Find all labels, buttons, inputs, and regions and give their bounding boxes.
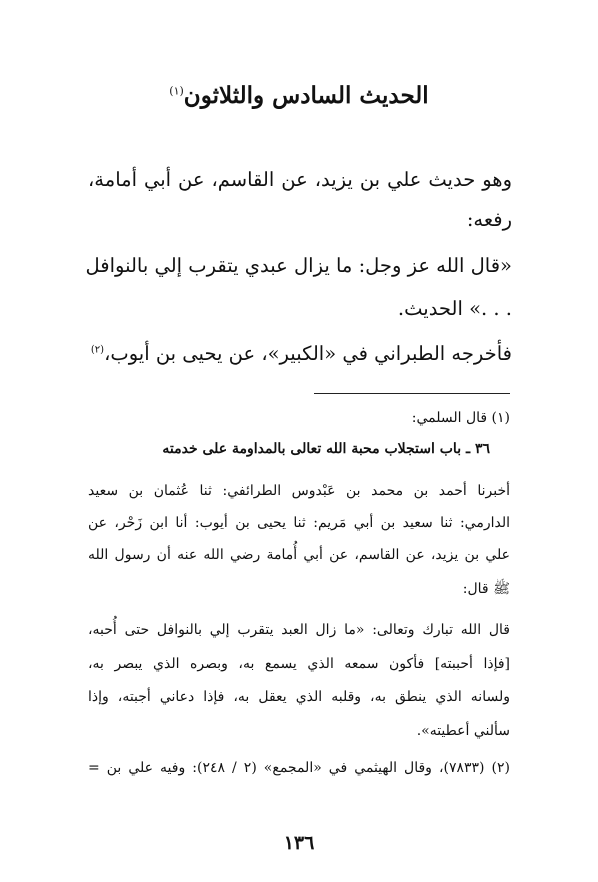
body-line-2: رفعه:	[466, 208, 512, 231]
body-footnote-marker: (٢)	[90, 344, 105, 356]
body-line-4: . . .» الحديث.	[397, 297, 512, 320]
footnote-line-1: (١) قال السلمي:	[411, 410, 510, 426]
body-line-1: وهو حديث علي بن يزيد، عن القاسم، عن أبي أمامة،	[88, 168, 512, 191]
footnote-line-10: سألني أعطيته».	[416, 723, 510, 739]
footnote-line-9: ولسانه الذي ينطق به، وقلبه الذي يعقل به، فإذا دعاني أجبته، وإذا	[88, 689, 510, 705]
footnote-line-8: [فإذا أحببته] فأكون سمعه الذي يسمع به، وبصره الذي يبصر به،	[88, 656, 510, 672]
title-text: الحديث السادس والثلاثون	[183, 82, 429, 109]
footnote-line-6: ﷺ قال:	[462, 581, 510, 597]
footnote-separator	[314, 393, 510, 394]
page-number: ١٣٦	[283, 832, 315, 854]
footnote-line-4: الدارمي: ثنا سعيد بن أبي مَريم: ثنا يحيى بن أيوب: أنا ابن زَحْر، عن	[88, 515, 510, 531]
body-line-5-text: فأخرجه الطبراني في «الكبير»، عن يحيى بن أيوب،	[104, 342, 512, 365]
title-footnote-marker: (١)	[169, 84, 184, 98]
footnote-line-5: علي بن يزيد، عن القاسم، عن أبي أُمامة رضي الله عنه أن رسول الله	[88, 547, 510, 563]
footnote-line-7: قال الله تبارك وتعالى: «ما زال العبد يتقرب إلي بالنوافل حتى أُحبه،	[88, 622, 510, 638]
page-title	[0, 82, 598, 109]
footnote-line-11: (٢) (٧٨٣٣)، وقال الهيثمي في «المجمع» (٢ / ٢٤٨): وفيه علي بن =	[88, 760, 510, 776]
body-line-3: «قال الله عز وجل: ما يزال عبدي يتقرب إلي بالنوافل	[85, 254, 512, 277]
footnote-heading: ٣٦ ـ باب استجلاب محبة الله تعالى بالمداومة على خدمته	[162, 441, 490, 457]
body-line-5	[88, 342, 512, 365]
footnote-line-3: أخبرنا أحمد بن محمد بن عَبْدوس الطرائفي: ثنا عُثمان بن سعيد	[88, 483, 510, 499]
